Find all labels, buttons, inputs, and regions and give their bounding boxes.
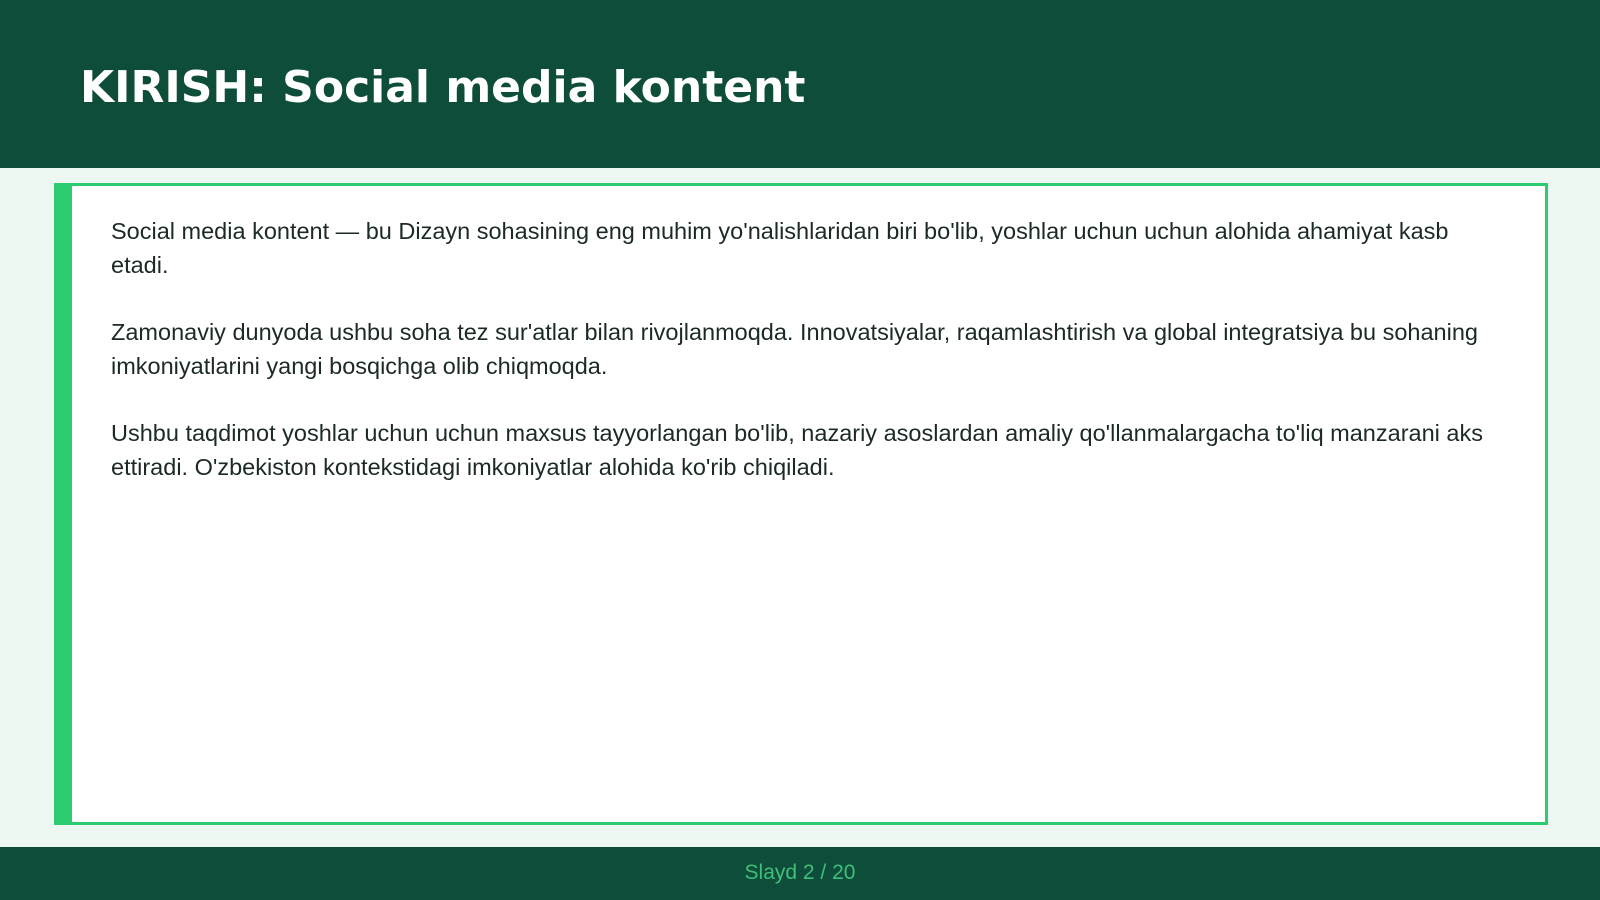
slide-counter: Slayd 2 / 20 [744, 861, 856, 884]
paragraph-intro: Social media kontent — bu Dizayn sohasining eng muhim yo'nalishlaridan biri bo'lib, yoshlar uchun uchun alohida ahamiyat kasb etadi. [111, 218, 1449, 278]
paragraph-presentation-scope: Ushbu taqdimot yoshlar uchun uchun maxsus tayyorlangan bo'lib, nazariy asoslardan amaliy qo'llanmalargacha to'liq manzarani aks ettiradi. O'zbekiston kontekstidagi imkoniyatlar alohida ko'rib chiqiladi. [111, 420, 1483, 480]
slide-header [0, 0, 1600, 168]
paragraph-modern-world: Zamonaviy dunyoda ushbu soha tez sur'atlar bilan rivojlanmoqda. Innovatsiyalar, raqamlashtirish va global integratsiya bu sohaning imkoniyatlarini yangi bosqichga olib chiqmoqda. [111, 319, 1478, 379]
content-card [54, 183, 1548, 825]
content-body [111, 214, 1511, 517]
slide-footer [0, 847, 1600, 900]
slide-title: KIRISH: Social media kontent [80, 62, 806, 113]
